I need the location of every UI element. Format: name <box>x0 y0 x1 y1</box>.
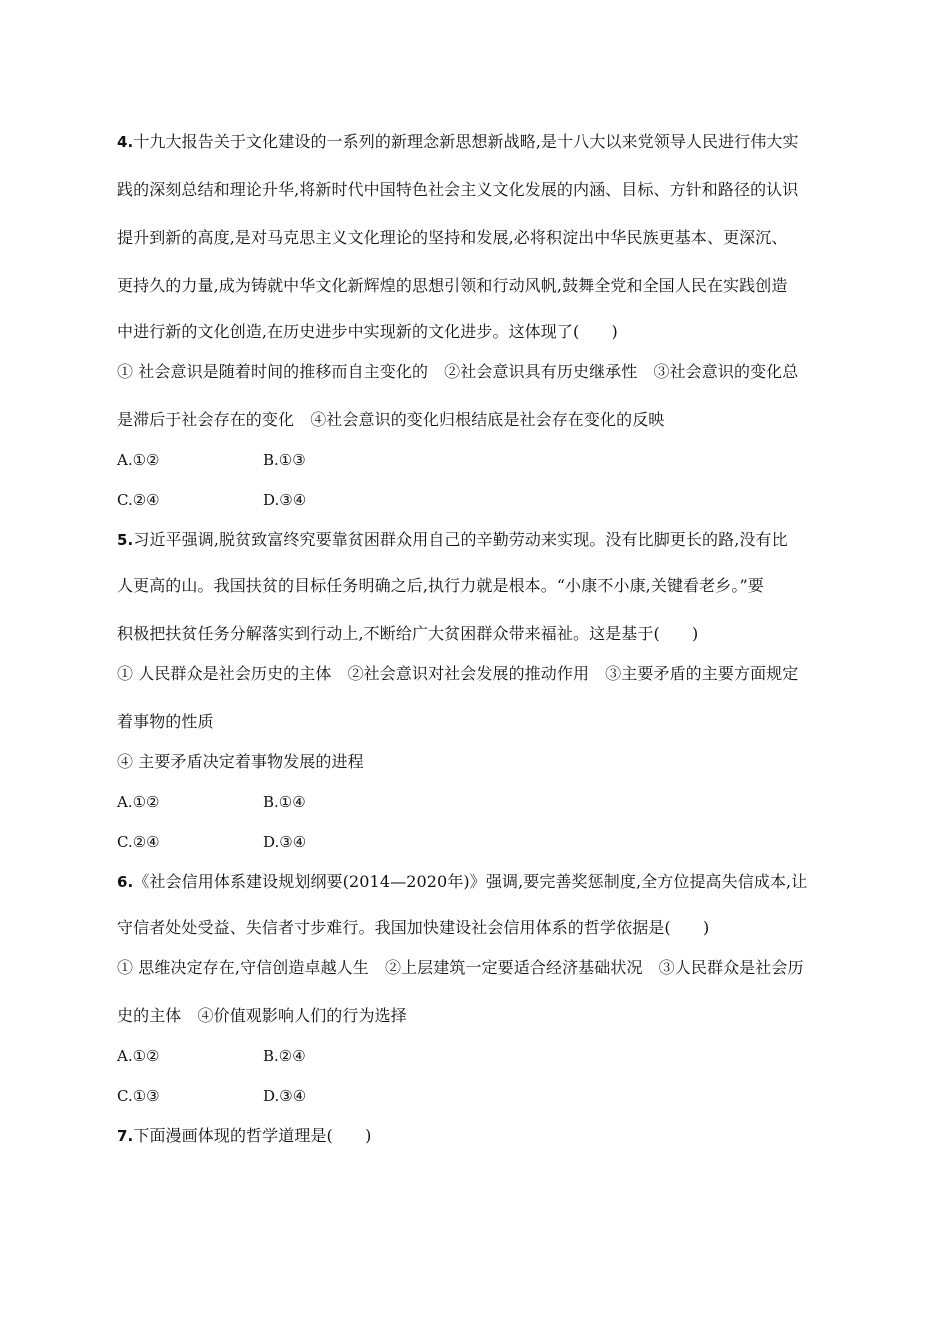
question-4-statement-line-1: ① 社会意识是随着时间的推移而自主变化的 ②社会意识具有历史继承性 ③社会意识的变化总 <box>117 362 799 381</box>
question-5-option-c: C.②④ <box>117 833 160 851</box>
question-6-statement-line-1: ① 思维决定存在,守信创造卓越人生 ②上层建筑一定要适合经济基础状况 ③人民群众是社会历 <box>117 958 804 977</box>
question-number: 7. <box>117 1127 134 1145</box>
question-4-stem-line-2: 践的深刻总结和理论升华,将新时代中国特色社会主义文化发展的内涵、目标、方针和路径的认识 <box>117 180 799 199</box>
question-number: 5. <box>117 531 134 549</box>
question-5-statement-line-2: 着事物的性质 <box>117 712 214 731</box>
question-5-stem-line-3: 积极把扶贫任务分解落实到行动上,不断给广大贫困群众带来福祉。这是基于( ) <box>117 624 699 643</box>
question-5-statement-line-1: ① 人民群众是社会历史的主体 ②社会意识对社会发展的推动作用 ③主要矛盾的主要方面规定 <box>117 664 799 683</box>
question-4-stem-line-5: 中进行新的文化创造,在历史进步中实现新的文化进步。这体现了( ) <box>117 322 618 341</box>
question-5-statement-line-3: ④ 主要矛盾决定着事物发展的进程 <box>117 752 364 771</box>
question-4-option-a: A.①② <box>117 451 160 469</box>
question-number: 4. <box>117 133 134 151</box>
question-6-stem-line-1: 6.《社会信用体系建设规划纲要(2014—2020年)》强调,要完善奖惩制度,全方位提高失信成本,让 <box>117 872 808 891</box>
question-4-option-b: B.①③ <box>263 451 306 469</box>
question-4-option-c: C.②④ <box>117 491 160 509</box>
question-6-stem-line-2: 守信者处处受益、失信者寸步难行。我国加快建设社会信用体系的哲学依据是( ) <box>117 918 710 937</box>
question-6-option-b: B.②④ <box>263 1047 306 1065</box>
question-7-stem-line-1: 7.下面漫画体现的哲学道理是( ) <box>117 1126 372 1145</box>
question-4-statement-line-2: 是滞后于社会存在的变化 ④社会意识的变化归根结底是社会存在变化的反映 <box>117 410 665 429</box>
question-4-option-d: D.③④ <box>263 491 307 509</box>
question-6-option-a: A.①② <box>117 1047 160 1065</box>
question-4-stem-line-1: 4.十九大报告关于文化建设的一系列的新理念新思想新战略,是十八大以来党领导人民进行伟大实 <box>117 132 799 151</box>
question-5-option-a: A.①② <box>117 793 160 811</box>
question-5-option-b: B.①④ <box>263 793 306 811</box>
question-number: 6. <box>117 873 134 891</box>
question-6-option-d: D.③④ <box>263 1087 307 1105</box>
question-4-stem-line-4: 更持久的力量,成为铸就中华文化新辉煌的思想引领和行动风帆,鼓舞全党和全国人民在实践创造 <box>117 276 788 295</box>
question-5-stem-line-2: 人更高的山。我国扶贫的目标任务明确之后,执行力就是根本。“小康不小康,关键看老乡。”要 <box>117 576 764 595</box>
question-5-stem-line-1: 5.习近平强调,脱贫致富终究要靠贫困群众用自己的辛勤劳动来实现。没有比脚更长的路,没有比 <box>117 530 788 549</box>
question-6-statement-line-2: 史的主体 ④价值观影响人们的行为选择 <box>117 1006 407 1025</box>
question-5-option-d: D.③④ <box>263 833 307 851</box>
question-4-stem-line-3: 提升到新的高度,是对马克思主义文化理论的坚持和发展,必将积淀出中华民族更基本、更深沉、 <box>117 228 788 247</box>
question-6-option-c: C.①③ <box>117 1087 160 1105</box>
